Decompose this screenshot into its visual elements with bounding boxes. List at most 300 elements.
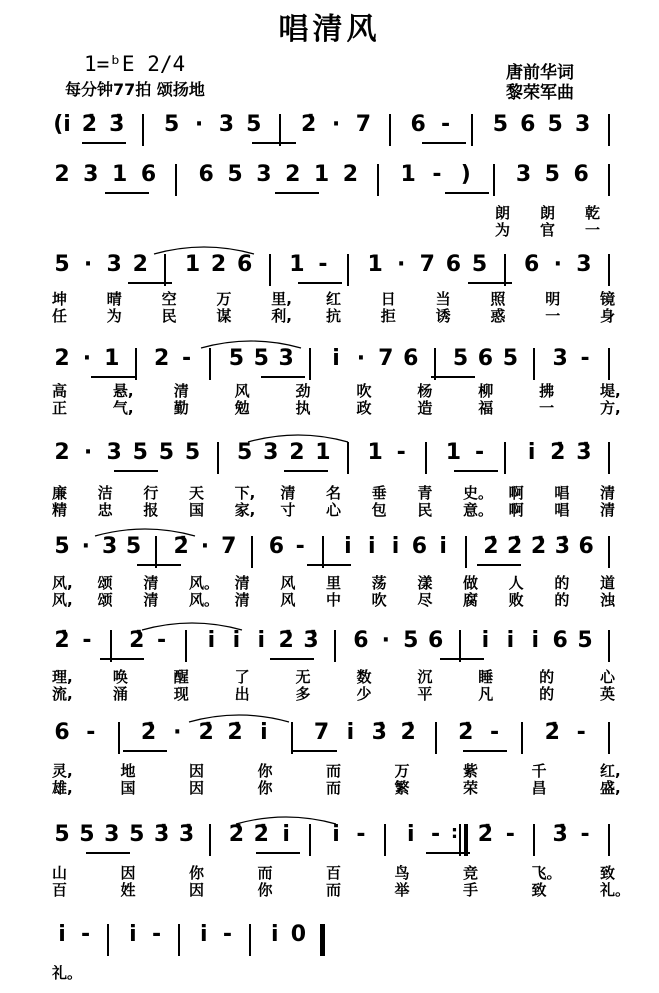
bar-line	[347, 254, 349, 286]
lyric-verse-2: 因	[189, 779, 205, 797]
lyric-verse-1: 人	[508, 574, 524, 592]
lyric-verse-2: 心	[326, 501, 342, 519]
note: 6	[445, 252, 462, 277]
lyric-verse-1: 致	[600, 864, 616, 882]
lyric-verse-2: 致	[531, 881, 547, 899]
slur-arc	[236, 817, 336, 824]
lyric-verse-1: 漾	[417, 574, 433, 592]
lyric-verse-1: 风,	[52, 574, 73, 592]
note: -	[580, 822, 590, 847]
note: 2̇	[198, 720, 214, 745]
beam-line	[270, 658, 314, 660]
lyric-verse-1: 荡	[371, 574, 387, 592]
lyric-verse-1: 拂	[539, 382, 555, 400]
lyric-verse-2: 利,	[271, 307, 292, 325]
bar-line	[608, 114, 610, 146]
lyric-verse-1: 史。	[463, 484, 494, 502]
lyric-verse-2: 盛,	[600, 779, 621, 797]
lyric-verse-1: 柳	[478, 382, 494, 400]
lyric-verse-1: 晴	[106, 290, 122, 308]
beam-line	[82, 142, 126, 144]
lyric-verse-1: 青	[417, 484, 433, 502]
note: 2	[54, 162, 70, 187]
note: ·	[381, 628, 390, 653]
note: 1	[315, 440, 331, 465]
lyric-verse-1: 理,	[52, 668, 73, 686]
lyric-verse-2: 吹	[371, 591, 387, 609]
note: 2	[54, 346, 70, 371]
bar-line	[608, 824, 610, 856]
lyric-verse-2: 荣	[463, 779, 479, 797]
lyric-verse-2: 风。	[189, 591, 220, 609]
lyric-verse-1: 镜	[600, 290, 616, 308]
lyric-verse-1: 里	[326, 574, 342, 592]
lyric-verse-1: 唤	[112, 668, 128, 686]
lyric-verse-1: 灵,	[52, 762, 73, 780]
bar-line	[435, 722, 437, 754]
note: -	[86, 720, 96, 745]
bar-line	[209, 824, 211, 856]
lyric-verse-1: 了	[234, 668, 250, 686]
beam-line	[454, 470, 498, 472]
composer-credit: 黎荣军曲	[506, 83, 574, 103]
lyric-verse-2: 执	[295, 399, 311, 417]
note: 2	[285, 162, 301, 187]
slur-arc	[154, 247, 254, 254]
lyric-verse-2: 涌	[112, 685, 128, 703]
lyric-verse-2: 清	[600, 501, 616, 519]
note: 6	[524, 252, 540, 277]
note: 6	[578, 534, 594, 559]
note: i	[232, 628, 241, 653]
note: 6	[403, 346, 419, 371]
slur-arcs	[0, 340, 659, 350]
lyric-verse-1: 风	[234, 382, 250, 400]
slur-arcs	[0, 156, 659, 166]
slur-arc	[201, 341, 301, 348]
bar-line	[608, 164, 610, 196]
lyric-verse-2: 清	[143, 591, 159, 609]
note: -	[505, 822, 515, 847]
note: i	[527, 440, 536, 465]
note: i	[332, 822, 340, 847]
beam-line	[426, 852, 470, 854]
lyric-verse-2: 任	[52, 307, 68, 325]
note: 5	[471, 252, 488, 277]
lyric-verse-1: 数	[356, 668, 372, 686]
lyric-verse-1: 红	[326, 290, 342, 308]
note: 5	[492, 112, 509, 137]
beam-line	[293, 750, 337, 752]
lyricist-credit: 唐前华词	[506, 63, 574, 83]
lyric-verse-1: 唱	[554, 484, 570, 502]
notes-row	[0, 628, 659, 662]
bar-line	[608, 722, 610, 754]
note: ·	[83, 440, 93, 465]
note: 3	[83, 162, 99, 187]
note: 3	[574, 112, 591, 137]
note: 3	[106, 440, 122, 465]
note: 3	[106, 252, 122, 277]
note: i	[367, 534, 376, 559]
lyric-verse-1: 而	[326, 762, 342, 780]
note: 2̇	[544, 720, 560, 745]
lyric-verse-1: 当	[435, 290, 451, 308]
note: 2	[342, 162, 359, 187]
note: 5	[54, 822, 70, 847]
bar-line	[521, 722, 523, 754]
note: 2̇	[458, 720, 474, 745]
bar-line	[334, 630, 336, 662]
slur-arcs	[0, 622, 659, 632]
lyric-verse-1: 万	[216, 290, 232, 308]
lyric-verse-2: 而	[326, 779, 342, 797]
slur-arcs	[0, 816, 659, 826]
note: -	[356, 822, 366, 847]
lyric-verse-2: 抗	[326, 307, 342, 325]
note: 2	[289, 440, 305, 465]
lyric-verse-2: 谋	[216, 307, 232, 325]
lyric-verse-2: 少	[356, 685, 372, 703]
lyric-verse-2: 忠	[97, 501, 113, 519]
note: 5	[125, 534, 142, 559]
beam-line	[307, 564, 351, 566]
lyric-verse-2: 官	[540, 221, 556, 239]
lyric-verse-2: 家,	[234, 501, 256, 519]
note: 3	[104, 822, 120, 847]
lyric-verse-2: 清	[234, 591, 250, 609]
note: i	[58, 922, 66, 947]
note: 6	[237, 252, 253, 277]
lyric-verse-1: 廉	[52, 484, 68, 502]
beam-line	[298, 282, 342, 284]
lyric-verse-2: 流,	[52, 685, 73, 703]
note: 6	[268, 534, 285, 559]
note: i	[332, 346, 340, 371]
beam-line	[137, 564, 181, 566]
note: i	[207, 628, 216, 653]
bar-line	[533, 348, 535, 380]
lyric-verse-2: 颂	[97, 591, 113, 609]
beam-line	[91, 376, 135, 378]
lyric-verse-1: 里,	[271, 290, 292, 308]
lyric-verse-1: 心	[600, 668, 616, 686]
note: 5	[403, 628, 419, 653]
note: -	[151, 922, 162, 947]
note: 2̇	[227, 720, 243, 745]
lyric-verse-2: 拒	[380, 307, 396, 325]
lyric-verse-1: 明	[545, 290, 561, 308]
note: 2	[153, 346, 170, 371]
lyric-verse-1: 飞。	[531, 864, 562, 882]
lyric-verse-2: 你	[257, 881, 273, 899]
notes-row	[0, 720, 659, 754]
note: i	[257, 628, 266, 653]
note: 0	[290, 922, 307, 947]
lyric-verse-1: 山	[52, 864, 68, 882]
note: 1	[313, 162, 330, 187]
lyric-verse-1: 天	[189, 484, 205, 502]
note: i	[260, 720, 268, 745]
note: 2̇	[81, 112, 98, 137]
beam-line	[422, 142, 466, 144]
note: ·	[331, 112, 341, 137]
bar-line	[608, 630, 610, 662]
lyric-verse-2: 一	[545, 307, 561, 325]
lyric-verse-1: 清	[600, 484, 616, 502]
bar-line	[504, 442, 506, 474]
note: 6	[198, 162, 214, 187]
note: i	[506, 628, 515, 653]
beam-line	[123, 750, 167, 752]
bar-line	[178, 924, 180, 956]
note: 6	[573, 162, 589, 187]
note: 6	[410, 112, 426, 137]
note: -	[576, 720, 586, 745]
bar-line	[309, 348, 311, 380]
note: 1	[184, 252, 201, 277]
lyric-verse-1: 朗	[540, 204, 556, 222]
bar-line	[377, 164, 379, 196]
note: 6	[427, 628, 444, 653]
note: 2̇	[530, 534, 547, 559]
note: 2̇	[400, 720, 416, 745]
note: 3̇	[576, 440, 592, 465]
lyric-verse-2: 勉	[234, 399, 250, 417]
lyric-verse-2: 昌	[531, 779, 547, 797]
lyric-verse-2: 惑	[490, 307, 506, 325]
note: i	[439, 534, 447, 559]
lyric-verse-2: 一	[585, 221, 601, 239]
note: -	[82, 628, 92, 653]
lyric-verse-1: 竞	[463, 864, 479, 882]
notes-row	[0, 440, 659, 474]
lyric-verse-2: 政	[356, 399, 372, 417]
notes-row	[0, 822, 659, 856]
note: 3	[218, 112, 235, 137]
bar-line	[389, 114, 391, 146]
bar-line	[608, 254, 610, 286]
lyric-verse-2: 腐	[463, 591, 479, 609]
note: 1	[112, 162, 128, 187]
note: -	[580, 346, 590, 371]
note: -	[432, 162, 442, 187]
note: 6	[54, 720, 70, 745]
beam-line	[477, 564, 521, 566]
bar-line	[175, 164, 177, 196]
note: 6	[140, 162, 157, 187]
bar-line	[493, 164, 495, 196]
lyric-verse-2: 尽	[417, 591, 433, 609]
note: i	[129, 922, 137, 947]
beam-line	[284, 470, 328, 472]
note: 3̇	[552, 822, 568, 847]
lyric-verse-2: 举	[394, 881, 410, 899]
lyric-verse-2: 中	[326, 591, 342, 609]
end-bar-line	[320, 924, 325, 956]
lyric-verse-1: 杨	[417, 382, 433, 400]
note: 3̇	[303, 628, 319, 653]
lyric-verse-1: 醒	[173, 668, 189, 686]
note: 5	[577, 628, 593, 653]
lyric-verse-1: 红,	[600, 762, 621, 780]
note: 7	[378, 346, 394, 371]
lyric-verse-2: 雄,	[52, 779, 73, 797]
beam-line	[105, 192, 149, 194]
page-title: 唱清风	[278, 12, 381, 47]
note: 3	[576, 252, 592, 277]
notes-row	[0, 922, 659, 956]
beam-line	[261, 376, 305, 378]
lyric-verse-1: 啊	[508, 484, 524, 502]
note: 2̇	[507, 534, 523, 559]
lyric-verse-2: 平	[417, 685, 433, 703]
bar-line	[533, 824, 535, 856]
lyric-verse-1: 风。	[189, 574, 220, 592]
notes-row	[0, 534, 659, 568]
bar-line	[309, 824, 311, 856]
note: i	[282, 822, 290, 847]
notes-row	[0, 112, 659, 146]
lyric-verse-1: 而	[257, 864, 273, 882]
note: 5	[502, 346, 519, 371]
note: 1	[367, 440, 383, 465]
bar-line	[107, 924, 109, 956]
lyric-verse-1: 你	[257, 762, 273, 780]
lyric-verse-1: 朗	[495, 204, 511, 222]
beam-line	[252, 142, 296, 144]
note: 5	[544, 162, 560, 187]
note: -	[157, 628, 167, 653]
note: (i	[53, 112, 71, 137]
note: -	[396, 440, 406, 465]
lyric-verse-1: 鸟	[394, 864, 410, 882]
slur-arc	[142, 623, 242, 630]
lyric-verse-2: 的	[554, 591, 570, 609]
lyric-verse-2: 你	[257, 779, 273, 797]
note: 7	[355, 112, 372, 137]
note: 5	[129, 822, 145, 847]
note: 5	[184, 440, 201, 465]
note: 3	[101, 534, 118, 559]
lyric-verse-2: 因	[189, 881, 205, 899]
note: -	[81, 922, 91, 947]
lyric-verse-1: 吹	[356, 382, 372, 400]
note: 5	[237, 440, 253, 465]
note: 5	[547, 112, 563, 137]
lyric-verse-2: 繁	[394, 779, 410, 797]
lyric-verse-2: 凡	[478, 685, 494, 703]
lyric-verse-1: 的	[554, 574, 570, 592]
note: 3	[256, 162, 272, 187]
note: 3̇	[178, 822, 195, 847]
note: 5	[246, 112, 262, 137]
bar-line	[135, 348, 137, 380]
slur-arcs	[0, 528, 659, 538]
slur-arcs	[0, 916, 659, 926]
lyric-verse-2: 败	[508, 591, 524, 609]
lyric-verse-1: 清	[234, 574, 250, 592]
lyric-verse-2: 勤	[173, 399, 189, 417]
note: 5	[54, 534, 70, 559]
note: 3̇	[371, 720, 387, 745]
bar-line	[217, 442, 219, 474]
note: 5	[158, 440, 175, 465]
lyric-verse-2: 为	[495, 221, 511, 239]
lyric-verse-1: 堤,	[600, 382, 621, 400]
lyric-verse-1: 悬,	[112, 382, 134, 400]
lyric-verse-2: 气,	[112, 399, 134, 417]
slur-arcs	[0, 714, 659, 724]
bar-line	[142, 114, 144, 146]
lyric-verse-2: 国	[189, 501, 205, 519]
beam-line	[468, 282, 512, 284]
lyric-verse-2: 寸	[280, 501, 296, 519]
note: ·	[200, 534, 210, 559]
note: 6	[411, 534, 428, 559]
note: i	[346, 720, 355, 745]
note: 2̇	[140, 720, 157, 745]
note: 2̇	[253, 822, 269, 847]
note: i	[481, 628, 490, 653]
note: -	[295, 534, 305, 559]
beam-line	[440, 658, 484, 660]
note: i	[344, 534, 352, 559]
bar-line	[209, 348, 211, 380]
lyric-verse-2: 意。	[463, 501, 494, 519]
lyric-verse-1: 空	[161, 290, 177, 308]
lyric-verse-1: 紫	[463, 762, 479, 780]
lyric-verse-2: 一	[539, 399, 555, 417]
note: 2̇	[300, 112, 317, 137]
lyric-verse-1: 行	[143, 484, 159, 502]
note: 7	[313, 720, 330, 745]
slur-arcs	[0, 106, 659, 116]
beam-line	[431, 376, 475, 378]
note: ·	[82, 346, 92, 371]
slur-arc	[95, 529, 195, 536]
lyric-verse-2: 民	[161, 307, 177, 325]
tempo-marking: 每分钟77拍 颂扬地	[65, 80, 205, 99]
lyric-verse-1: 颂	[97, 574, 113, 592]
lyric-verse-2: 民	[417, 501, 433, 519]
lyric-verse-1: 礼。	[52, 964, 83, 982]
lyric-verse-2: 为	[106, 307, 122, 325]
note: 6	[552, 628, 568, 653]
lyric-verse-1: 清	[143, 574, 159, 592]
lyric-verse-2: 百	[52, 881, 68, 899]
note: 5	[228, 346, 245, 371]
note: 2̇	[54, 628, 70, 653]
lyric-verse-2: 精	[52, 501, 68, 519]
note: 1	[400, 162, 416, 187]
lyric-verse-2: 福	[478, 399, 494, 417]
lyric-verse-1: 百	[326, 864, 342, 882]
note: ·	[173, 720, 182, 745]
beam-line	[128, 282, 172, 284]
beam-line	[275, 192, 319, 194]
bar-line	[471, 114, 473, 146]
note: 2̇	[278, 628, 294, 653]
note: 3	[515, 162, 532, 187]
beam-line	[114, 470, 158, 472]
note: ·	[356, 346, 366, 371]
note: 3̇	[153, 822, 170, 847]
lyric-verse-1: 做	[463, 574, 479, 592]
lyric-verse-2: 正	[52, 399, 68, 417]
key-signature: 1=ᵇE 2/4	[84, 52, 186, 76]
bar-line	[608, 536, 610, 568]
